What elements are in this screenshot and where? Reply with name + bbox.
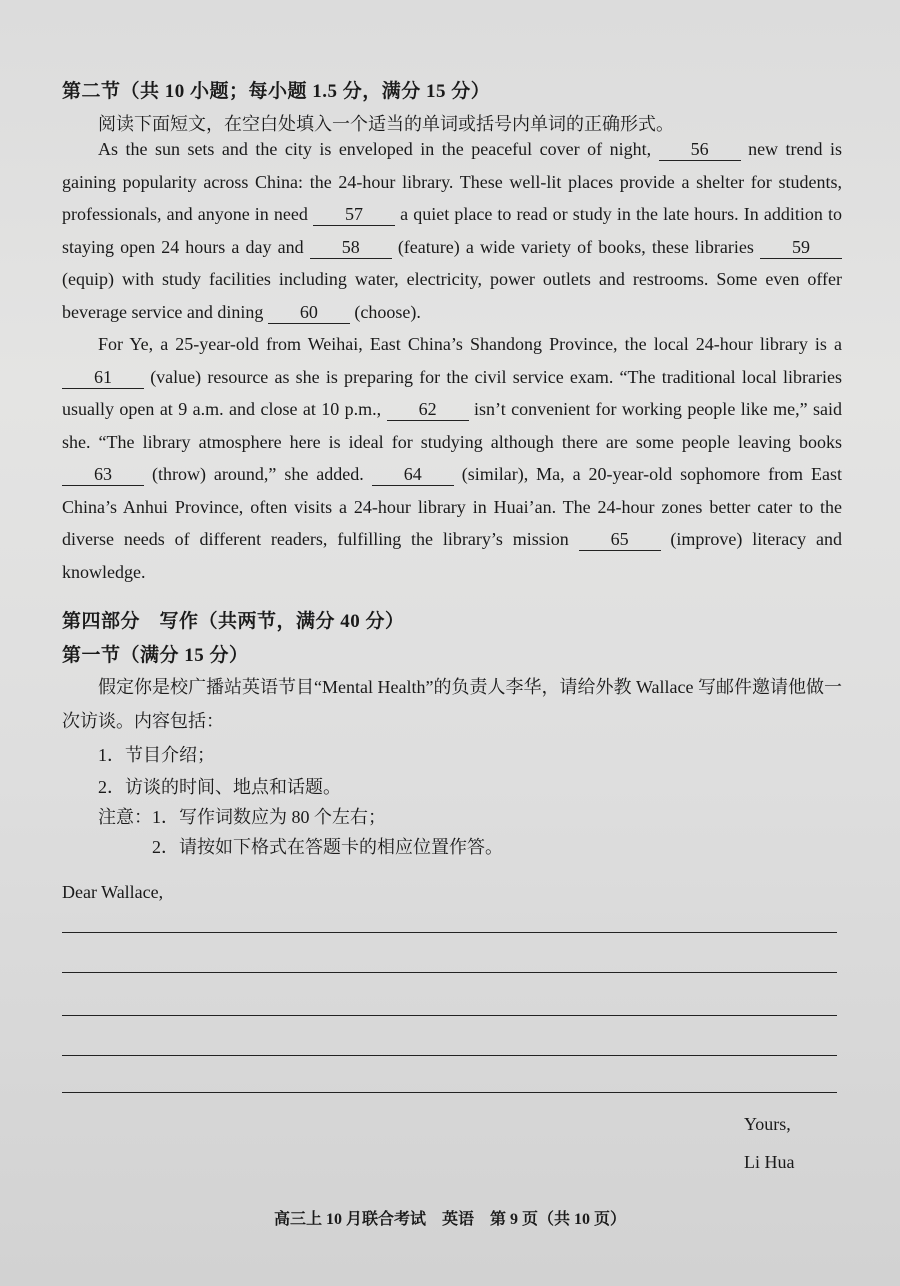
- part-4-sub-heading: 第一节（满分 15 分）: [62, 645, 249, 666]
- blank-62: 62: [387, 398, 469, 421]
- answer-line-4: [62, 1055, 837, 1056]
- blank-64: 64: [372, 463, 454, 486]
- part-4-heading: 第四部分 写作（共两节，满分 40 分）: [62, 611, 405, 632]
- blank-61: 61: [62, 366, 144, 389]
- content-item-1: 1．节目介绍；: [98, 745, 215, 765]
- blank-57: 57: [313, 203, 395, 226]
- email-closing: Yours,: [744, 1114, 791, 1134]
- passage-paragraph-1: As the sun sets and the city is enveloped in the peaceful cover of night, 56 new trend is gaining popularity across China: the 24-hour library. These well-lit places provide a shelter for students, professionals, and anyone in need 57 a quiet place to read or study in the late hours. In addition to staying open 24 hours a day and 58 (feature) a wide variety of books, these libraries 59 (equip) with study facilities including water, electricity, power outlets and restrooms. Some even offer beverage service and dining 60 (choose).: [62, 139, 843, 322]
- note-1: 注意：1．写作词数应为 80 个左右；: [98, 807, 386, 827]
- writing-prompt: 假定你是校广播站英语节目“Mental Health”的负责人李华，请给外教 Wallace 写邮件邀请他做一次访谈。内容包括：: [62, 677, 842, 731]
- email-signature: Li Hua: [744, 1152, 795, 1172]
- answer-line-2: [62, 972, 837, 973]
- blank-63: 63: [62, 463, 144, 486]
- email-greeting: Dear Wallace,: [62, 882, 164, 902]
- answer-line-5: [62, 1092, 837, 1093]
- passage-paragraph-2: For Ye, a 25-year-old from Weihai, East China’s Shandong Province, the local 24-hour library is a 61 (value) resource as she is preparing for the civil service exam. “The traditional local libraries usually open at 9 a.m. and close at 10 p.m., 62 isn’t convenient for working people like me,” said she. “The library atmosphere here is ideal for studying although there are some people leaving books 63 (throw) around,” she added. 64 (similar), Ma, a 20-year-old sophomore from East China’s Anhui Province, often visits a 24-hour library in Huai’an. The 24-hour zones better cater to the diverse needs of different readers, fulfilling the library’s mission 65 (improve) literacy and knowledge.: [62, 334, 843, 582]
- blank-58: 58: [310, 236, 392, 259]
- answer-line-1: [62, 932, 837, 933]
- blank-60: 60: [268, 301, 350, 324]
- answer-line-3: [62, 1015, 837, 1016]
- section-2-heading: 第二节（共 10 小题；每小题 1.5 分，满分 15 分）: [62, 81, 491, 102]
- page-footer: 高三上 10 月联合考试 英语 第 9 页（共 10 页）: [273, 1211, 626, 1228]
- blank-65: 65: [579, 528, 661, 551]
- content-item-2: 2．访谈的时间、地点和话题。: [98, 777, 341, 797]
- note-2: 2．请按如下格式在答题卡的相应位置作答。: [152, 837, 503, 857]
- blank-59: 59: [760, 236, 842, 259]
- section-2-instruction: 阅读下面短文，在空白处填入一个适当的单词或括号内单词的正确形式。: [98, 114, 674, 134]
- blank-56: 56: [659, 138, 741, 161]
